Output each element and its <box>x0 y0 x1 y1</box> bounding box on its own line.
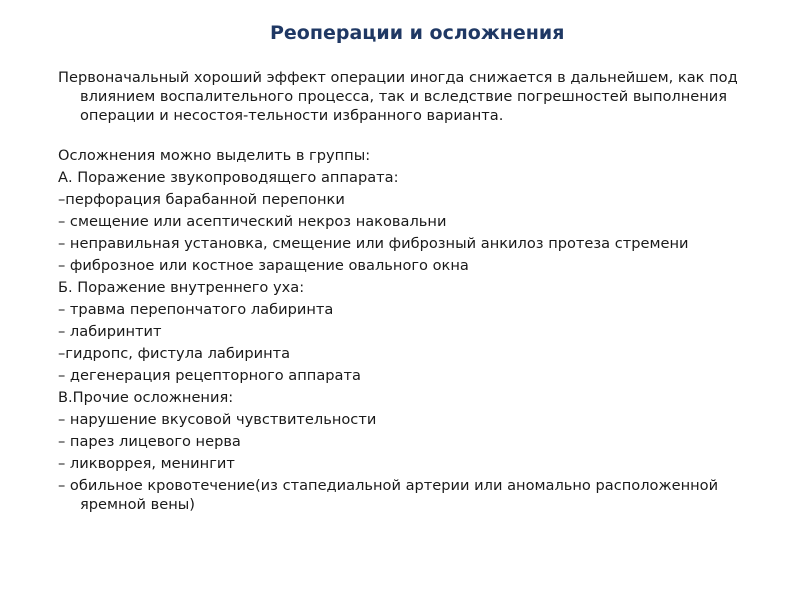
list-item: – нарушение вкусовой чувствительности <box>58 411 377 428</box>
list-item: – фиброзное или костное заращение овального окна <box>58 257 469 274</box>
list-item: – смещение или асептический некроз наковальни <box>58 213 447 230</box>
list-item: – парез лицевого нерва <box>58 433 241 450</box>
list-item: – ликворрея, менингит <box>58 455 235 472</box>
slide-title: Реоперации и осложнения <box>270 22 565 44</box>
group-a-heading: А. Поражение звукопроводящего аппарата: <box>58 169 399 186</box>
list-item: – дегенерация рецепторного аппарата <box>58 367 361 384</box>
complications-heading: Осложнения можно выделить в группы: <box>58 147 371 164</box>
group-c-heading: В.Прочие осложнения: <box>58 389 234 406</box>
intro-paragraph: Первоначальный хороший эффект операции иногда снижается в дальнейшем, как под влиянием воспалительного процесса, так и вследствие погрешностей выполнения операции и несостоя-тельности избранного варианта. <box>58 69 738 124</box>
list-item: –гидропс, фистула лабиринта <box>58 345 291 362</box>
group-b-heading: Б. Поражение внутреннего уха: <box>58 279 305 296</box>
list-item: – обильное кровотечение(из стапедиальной артерии или аномально расположенной яремной вены) <box>58 477 719 513</box>
top-bar <box>0 0 800 12</box>
list-item: – неправильная установка, смещение или фиброзный анкилоз протеза стремени <box>58 235 689 252</box>
list-item: –перфорация барабанной перепонки <box>58 191 345 208</box>
list-item: – травма перепончатого лабиринта <box>58 301 334 318</box>
list-item: – лабиринтит <box>58 323 162 340</box>
slide-content <box>58 68 748 514</box>
